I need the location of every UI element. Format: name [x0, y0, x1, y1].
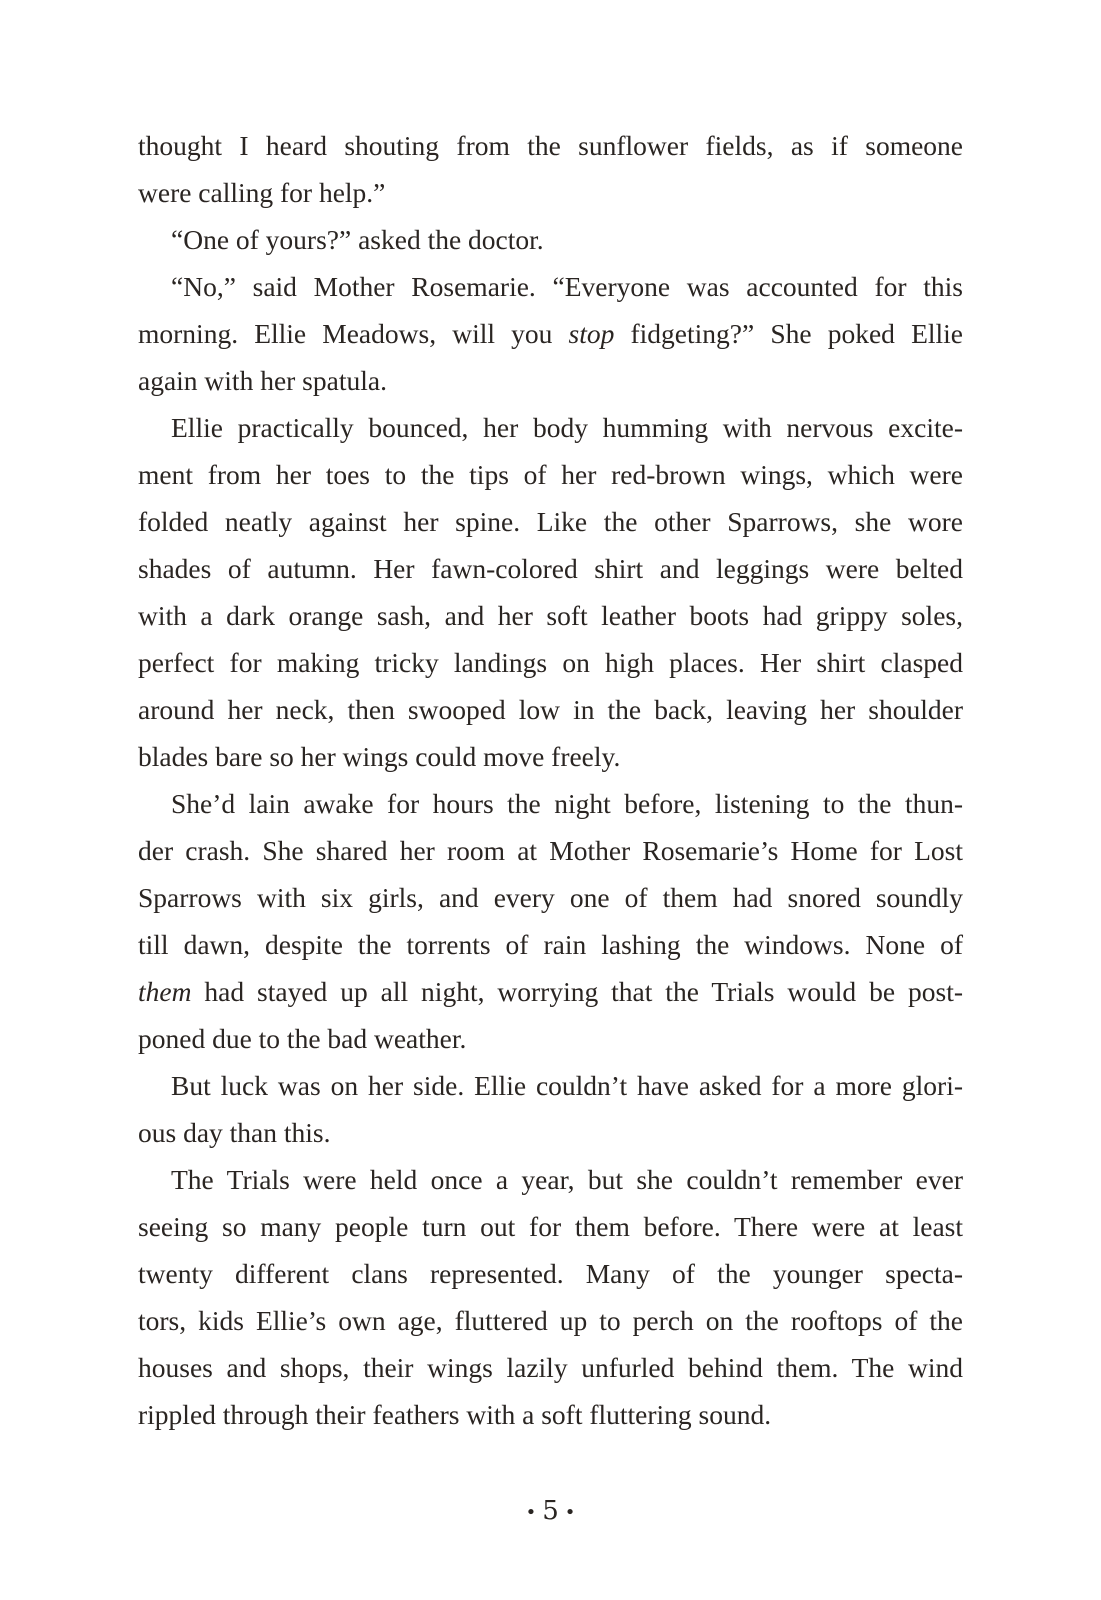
text-line: shades of autumn. Her fawn-colored shirt and leggings were belted — [138, 553, 963, 584]
text-line: rippled through their feathers with a soft fluttering sound. — [138, 1399, 772, 1430]
text-line: thought I heard shouting from the sunflower fields, as if someone — [138, 130, 963, 161]
text-run: had stayed up all night, worrying that the Trials would be post- — [191, 976, 963, 1007]
text-line: twenty different clans represented. Many of the younger specta- — [138, 1258, 963, 1289]
text-line: But luck was on her side. Ellie couldn’t have asked for a more glori- — [171, 1070, 963, 1101]
text-run: fidgeting?” She poked Ellie — [614, 318, 963, 349]
book-page-body — [138, 122, 963, 1438]
text-line: were calling for help.” — [138, 177, 386, 208]
text-line: around her neck, then swooped low in the back, leaving her shoulder — [138, 694, 963, 725]
page-number-value: 5 — [542, 1496, 559, 1526]
emphasis-text: them — [138, 976, 192, 1007]
text-run: morning. Ellie Meadows, will you — [138, 318, 569, 349]
text-line: Ellie practically bounced, her body humming with nervous excite- — [171, 412, 963, 443]
text-line — [138, 310, 963, 357]
text-line: till dawn, despite the torrents of rain lashing the windows. None of — [138, 929, 963, 960]
text-line: poned due to the bad weather. — [138, 1023, 467, 1054]
folio-dot-right-icon: • — [564, 1501, 576, 1523]
text-line: seeing so many people turn out for them before. There were at least — [138, 1211, 963, 1242]
text-line: again with her spatula. — [138, 365, 387, 396]
text-line: perfect for making tricky landings on high places. Her shirt clasped — [138, 647, 963, 678]
text-line: tors, kids Ellie’s own age, fluttered up to perch on the rooftops of the — [138, 1305, 963, 1336]
text-line: She’d lain awake for hours the night before, listening to the thun- — [171, 788, 963, 819]
text-line: “No,” said Mother Rosemarie. “Everyone was accounted for this — [171, 271, 963, 302]
text-line: der crash. She shared her room at Mother Rosemarie’s Home for Lost — [138, 835, 963, 866]
text-line: folded neatly against her spine. Like the other Sparrows, she wore — [138, 506, 963, 537]
text-line: with a dark orange sash, and her soft leather boots had grippy soles, — [138, 600, 963, 631]
text-line: The Trials were held once a year, but she couldn’t remember ever — [171, 1164, 963, 1195]
emphasis-text: stop — [568, 318, 615, 349]
text-line: Sparrows with six girls, and every one of them had snored soundly — [138, 882, 963, 913]
page-number — [0, 1496, 1101, 1526]
text-line: “One of yours?” asked the doctor. — [171, 224, 544, 255]
text-line: houses and shops, their wings lazily unfurled behind them. The wind — [138, 1352, 963, 1383]
text-line: blades bare so her wings could move freely. — [138, 741, 621, 772]
text-line: ous day than this. — [138, 1117, 331, 1148]
folio-dot-left-icon: • — [525, 1501, 537, 1523]
text-line — [138, 968, 963, 1015]
text-line: ment from her toes to the tips of her red-brown wings, which were — [138, 459, 963, 490]
